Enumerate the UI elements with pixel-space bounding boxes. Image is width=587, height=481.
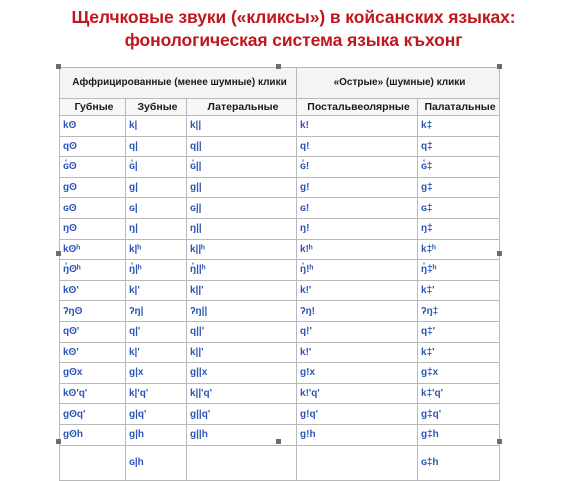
slide-title xyxy=(0,6,587,52)
table-cell: ŋ̊|ʰ xyxy=(126,260,187,281)
table-cell: g|| xyxy=(187,177,297,198)
table-cell: g‡h xyxy=(418,424,500,445)
table-cell: ʔŋ! xyxy=(297,301,418,322)
table-cell: q!' xyxy=(297,321,418,342)
table-cell: ŋʘ xyxy=(60,218,126,239)
table-cell: q||' xyxy=(187,321,297,342)
table-row xyxy=(60,321,500,342)
selection-handle-middle-left[interactable] xyxy=(56,251,61,256)
table-cell: k‡ʰ xyxy=(418,239,500,260)
table-cell: q|' xyxy=(126,321,187,342)
table-cell: ŋ̊‡ʰ xyxy=(418,260,500,281)
selection-handle-top-right[interactable] xyxy=(497,64,502,69)
table-cell: kʘ' xyxy=(60,342,126,363)
table-cell: k‡' xyxy=(418,342,500,363)
table-cell: ŋ|| xyxy=(187,218,297,239)
table-cell: ʔŋ| xyxy=(126,301,187,322)
table-cell: ŋ̊||ʰ xyxy=(187,260,297,281)
table-cell: gʘ xyxy=(60,177,126,198)
table-cell: gʘq' xyxy=(60,404,126,425)
click-table-container xyxy=(59,67,500,481)
table-cell: g‡x xyxy=(418,363,500,384)
table-cell: k|'q' xyxy=(126,383,187,404)
title-line-1: Щелчковые звуки («кликсы») в койсанских языках: xyxy=(71,7,516,27)
table-cell: ŋ! xyxy=(297,218,418,239)
table-row xyxy=(60,383,500,404)
table-cell: ŋ̊!ʰ xyxy=(297,260,418,281)
table-cell: g‡ xyxy=(418,177,500,198)
table-cell: q| xyxy=(126,136,187,157)
table-cell: ɢ̊ʘ xyxy=(60,157,126,178)
table-cell: gʘh xyxy=(60,424,126,445)
table-row xyxy=(60,301,500,322)
table-cell: ɢ|h xyxy=(126,445,187,480)
table-cell: ɢ̊| xyxy=(126,157,187,178)
selection-handle-bottom-center[interactable] xyxy=(276,439,281,444)
table-row xyxy=(60,116,500,137)
table-cell: q! xyxy=(297,136,418,157)
table-cell: g!x xyxy=(297,363,418,384)
table-cell: g!h xyxy=(297,424,418,445)
table-cell: k‡'q' xyxy=(418,383,500,404)
selection-handle-top-center[interactable] xyxy=(276,64,281,69)
table-cell: q|| xyxy=(187,136,297,157)
table-row xyxy=(60,198,500,219)
table-cell: ɢ! xyxy=(297,198,418,219)
table-cell: k!' xyxy=(297,280,418,301)
table-cell: k! xyxy=(297,116,418,137)
table-cell: ɢ|| xyxy=(187,198,297,219)
table-cell: g‡q' xyxy=(418,404,500,425)
column-header-labial: Губные xyxy=(60,99,126,116)
table-row xyxy=(60,363,500,384)
table-cell: k||' xyxy=(187,280,297,301)
table-cell: g||h xyxy=(187,424,297,445)
table-cell: g||x xyxy=(187,363,297,384)
selection-handle-top-left[interactable] xyxy=(56,64,61,69)
table-cell: ʔŋ‡ xyxy=(418,301,500,322)
table-cell: ʔŋ|| xyxy=(187,301,297,322)
table-cell: k‡ xyxy=(418,116,500,137)
table-cell: ŋ‡ xyxy=(418,218,500,239)
table-cell: kʘʰ xyxy=(60,239,126,260)
table-cell: q‡' xyxy=(418,321,500,342)
table-cell: g|h xyxy=(126,424,187,445)
table-cell: ŋ̊ʘʰ xyxy=(60,260,126,281)
table-cell: g| xyxy=(126,177,187,198)
table-cell: g||q' xyxy=(187,404,297,425)
title-line-2: фонологическая система языка къхонг xyxy=(124,30,463,50)
table-cell: g! xyxy=(297,177,418,198)
column-header-postalveolar: Постальвеолярные xyxy=(297,99,418,116)
table-cell: k|| xyxy=(187,116,297,137)
table-row xyxy=(60,445,500,480)
table-cell: k!ʰ xyxy=(297,239,418,260)
table-cell: k!'q' xyxy=(297,383,418,404)
table-cell: g!q' xyxy=(297,404,418,425)
table-row xyxy=(60,157,500,178)
table-cell: k||ʰ xyxy=(187,239,297,260)
table-cell: ɢ‡h xyxy=(418,445,500,480)
table-row xyxy=(60,218,500,239)
table-cell: q‡ xyxy=(418,136,500,157)
group-header-sharp: «Острые» (шумные) клики xyxy=(297,68,500,99)
table-cell: k!' xyxy=(297,342,418,363)
table-cell xyxy=(297,445,418,480)
table-cell: k||'q' xyxy=(187,383,297,404)
table-row xyxy=(60,342,500,363)
table-row xyxy=(60,136,500,157)
table-cell: k||' xyxy=(187,342,297,363)
table-cell xyxy=(60,445,126,480)
selection-handle-bottom-left[interactable] xyxy=(56,439,61,444)
table-cell: kʘ' xyxy=(60,280,126,301)
selection-handle-bottom-right[interactable] xyxy=(497,439,502,444)
table-cell: g|x xyxy=(126,363,187,384)
table-cell: qʘ' xyxy=(60,321,126,342)
column-header-palatal: Палатальные xyxy=(418,99,500,116)
table-row xyxy=(60,239,500,260)
group-header-affricated: Аффрицированные (менее шумные) клики xyxy=(60,68,297,99)
table-row xyxy=(60,260,500,281)
table-body xyxy=(60,116,500,481)
column-header-dental: Зубные xyxy=(126,99,187,116)
table-cell: ʔŋʘ xyxy=(60,301,126,322)
table-row xyxy=(60,177,500,198)
table-cell: gʘx xyxy=(60,363,126,384)
table-cell: ɢ̊‡ xyxy=(418,157,500,178)
table-cell: ɢ̊|| xyxy=(187,157,297,178)
table-cell: k| xyxy=(126,116,187,137)
selection-handle-middle-right[interactable] xyxy=(497,251,502,256)
table-cell: qʘ xyxy=(60,136,126,157)
click-consonants-table xyxy=(59,67,500,481)
table-cell xyxy=(187,445,297,480)
table-cell: k|' xyxy=(126,342,187,363)
table-row xyxy=(60,404,500,425)
table-cell: ɢʘ xyxy=(60,198,126,219)
table-cell: k|ʰ xyxy=(126,239,187,260)
table-cell: ɢ̊! xyxy=(297,157,418,178)
column-header-lateral: Латеральные xyxy=(187,99,297,116)
table-cell: g|q' xyxy=(126,404,187,425)
table-cell: k|' xyxy=(126,280,187,301)
table-cell: k‡' xyxy=(418,280,500,301)
table-row xyxy=(60,280,500,301)
table-cell: ɢ‡ xyxy=(418,198,500,219)
table-cell: kʘ'q' xyxy=(60,383,126,404)
table-cell: ŋ| xyxy=(126,218,187,239)
table-cell: ɢ| xyxy=(126,198,187,219)
table-cell: kʘ xyxy=(60,116,126,137)
